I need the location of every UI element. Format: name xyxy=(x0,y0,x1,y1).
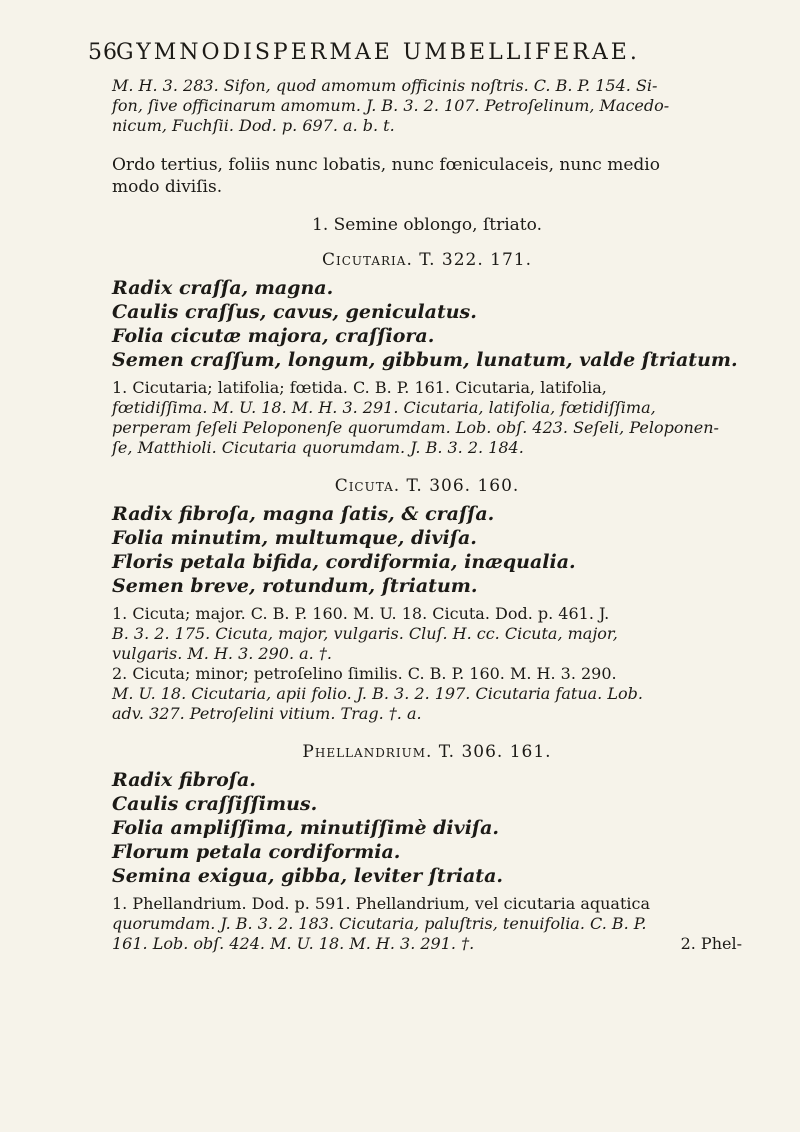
character-line: Semen breve, rotundum, ſtriatum. xyxy=(112,575,478,597)
text-line: ſe, Matthioli. Cicutaria quorumdam. J. B. 3. 2. 184. xyxy=(112,438,524,457)
text-line: B. 3. 2. 175. Cicuta, major, vulgaris. Cluſ. H. cc. Cicuta, major, xyxy=(112,624,618,643)
character-line: Caulis craſſiſſimus. xyxy=(112,793,318,815)
text-line xyxy=(112,934,742,954)
ordo-paragraph xyxy=(112,154,742,198)
page-number: 56 xyxy=(88,40,118,65)
character-line: Folia ampliſſima, minutiſſimè diviſa. xyxy=(112,817,500,839)
genus-characters-phellandrium xyxy=(112,768,742,888)
character-line: Floris petala bifida, cordiformia, inæqualia. xyxy=(112,551,576,573)
text-fragment: 161. Lob. obſ. 424. M. U. 18. M. H. 3. 291. †. xyxy=(112,934,475,953)
species-entry xyxy=(112,894,742,954)
text-line: adv. 327. Petroſelini vitium. Trag. †. a. xyxy=(112,704,422,723)
section-heading: 1. Semine oblongo, ſtriato. xyxy=(312,215,542,235)
text-line: modo diviſis. xyxy=(112,177,223,197)
text-line: quorumdam. J. B. 3. 2. 183. Cicutaria, paluſtris, tenuifolia. C. B. P. xyxy=(112,914,647,933)
page-body xyxy=(112,76,742,954)
genus-characters-cicuta xyxy=(112,502,742,598)
genus-heading-phellandrium: Phellandrium. T. 306. 161. xyxy=(302,742,552,762)
text-line: nicum, Fuchſii. Dod. p. 697. a. b. t. xyxy=(112,116,395,135)
character-line: Radix fibroſa. xyxy=(112,769,256,791)
running-title: GYMNODISPERMAE UMBELLIFERAE. xyxy=(116,40,640,65)
character-line: Florum petala cordiformia. xyxy=(112,841,401,863)
text-line: fon, ſive officinarum amomum. J. B. 3. 2. 107. Petroſelinum, Macedo- xyxy=(112,96,670,115)
text-line: M. H. 3. 283. Sifon, quod amomum officinis noſtris. C. B. P. 154. Si- xyxy=(112,76,658,95)
character-line: Semen craſſum, longum, gibbum, lunatum, valde ſtriatum. xyxy=(112,349,738,371)
character-line: Caulis craſſus, cavus, geniculatus. xyxy=(112,301,477,323)
character-line: Folia cicutæ majora, craſſiora. xyxy=(112,325,435,347)
text-line: M. U. 18. Cicutaria, apii folio. J. B. 3. 2. 197. Cicutaria fatua. Lob. xyxy=(112,684,643,703)
genus-heading-cicuta: Cicuta. T. 306. 160. xyxy=(334,476,520,496)
character-line: Radix craſſa, magna. xyxy=(112,277,334,299)
genus-heading-cicutaria: Cicutaria. T. 322. 171. xyxy=(321,250,533,270)
text-line: 1. Cicuta; major. C. B. P. 160. M. U. 18. Cicuta. Dod. p. 461. J. xyxy=(112,604,610,623)
text-line: Ordo tertius, foliis nunc lobatis, nunc fœniculaceis, nunc medio xyxy=(112,155,660,175)
text-line: vulgaris. M. H. 3. 290. a. †. xyxy=(112,644,332,663)
text-line: fœtidiſſima. M. U. 18. M. H. 3. 291. Cicutaria, latifolia, fœtidiſſima, xyxy=(112,398,656,417)
text-line: perperam ſeſeli Peloponenſe quorumdam. Lob. obſ. 423. Seſeli, Peloponen- xyxy=(112,418,719,437)
species-entry xyxy=(112,378,742,458)
text-line: 2. Cicuta; minor; petroſelino ſimilis. C. B. P. 160. M. H. 3. 290. xyxy=(112,664,617,683)
intro-reference xyxy=(112,76,742,136)
character-line: Semina exigua, gibba, leviter ſtriata. xyxy=(112,865,504,887)
species-entry xyxy=(112,604,742,664)
text-line: 1. Cicutaria; latifolia; fœtida. C. B. P. 161. Cicutaria, latifolia, xyxy=(112,378,607,397)
genus-characters-cicutaria xyxy=(112,276,742,372)
species-entry xyxy=(112,664,742,724)
text-line: 1. Phellandrium. Dod. p. 591. Phellandrium, vel cicutaria aquatica xyxy=(112,894,650,913)
character-line: Radix fibroſa, magna ſatis, & craſſa. xyxy=(112,503,495,525)
catchword: 2. Phel- xyxy=(680,934,742,953)
character-line: Folia minutim, multumque, diviſa. xyxy=(112,527,477,549)
running-head xyxy=(88,40,680,70)
